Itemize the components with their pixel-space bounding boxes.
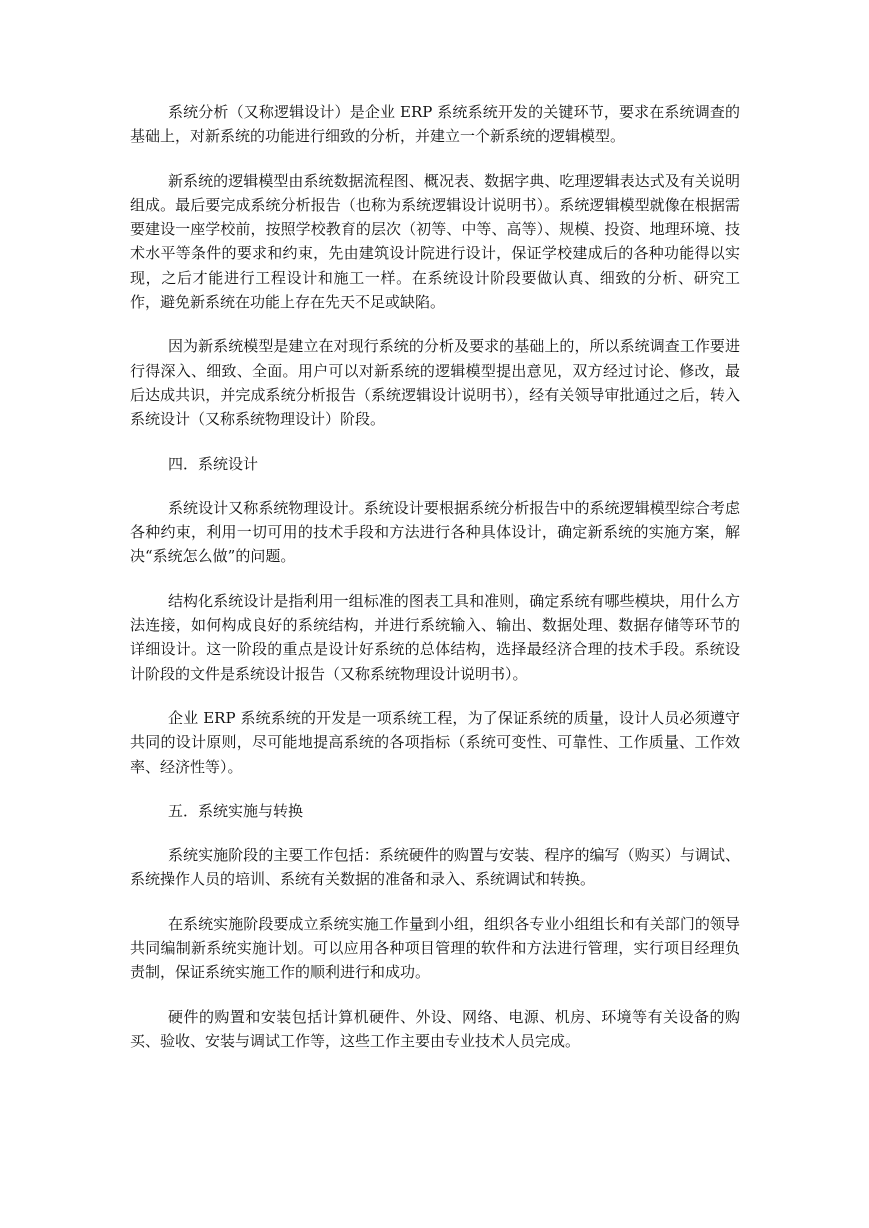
paragraph-implementation-tasks: 系统实施阶段的主要工作包括：系统硬件的购置与安装、程序的编写（购买）与调试、系统操作人员的培训、系统有关数据的准备和录入、系统调试和转换。 bbox=[130, 846, 740, 889]
paragraph-implementation-team: 在系统实施阶段要成立系统实施工作量到小组，组织各专业小组组长和有关部门的领导共同编制新系统实施计划。可以应用各种项目管理的软件和方法进行管理，实行项目经理负责制，保证系统实施工作的顺利进行和成功。 bbox=[130, 914, 740, 982]
paragraph-logical-model: 新系统的逻辑模型由系统数据流程图、概况表、数据字典、吃理逻辑表达式及有关说明组成。最后要完成系统分析报告（也称为系统逻辑设计说明书）。系统逻辑模型就像在根据需要建设一座学校前，按照学校教育的层次（初等、中等、高等）、规模、投资、地理环境、技术水平等条件的要求和约束，先由建筑设计院进行设计，保证学校建成后的各种功能得以实现，之后才能进行工程设计和施工一样。在系统设计阶段要做认真、细致的分析、研究工作，避免新系统在功能上存在先天不足或缺陷。 bbox=[130, 171, 740, 312]
paragraph-design-principles: 企业 ERP 系统系统的开发是一项系统工程，为了保证系统的质量，设计人员必须遵守共同的设计原则，尽可能地提高系统的各项指标（系统可变性、可靠性、工作质量、工作效率、经济性等）。 bbox=[130, 708, 740, 776]
document-page bbox=[130, 100, 740, 1073]
paragraph-new-system-model: 因为新系统模型是建立在对现行系统的分析及要求的基础上的，所以系统调查工作要进行得深入、细致、全面。用户可以对新系统的逻辑模型提出意见，双方经过讨论、修改，最后达成共识，并完成系统分析报告（系统逻辑设计说明书），经有关领导审批通过之后，转入系统设计（又称系统物理设计）阶段。 bbox=[130, 337, 740, 429]
paragraph-hardware-purchase: 硬件的购置和安装包括计算机硬件、外设、网络、电源、机房、环境等有关设备的购买、验收、安装与调试工作等，这些工作主要由专业技术人员完成。 bbox=[130, 1007, 740, 1050]
paragraph-system-design-definition: 系统设计又称系统物理设计。系统设计要根据系统分析报告中的系统逻辑模型综合考虑各种约束，利用一切可用的技术手段和方法进行各种具体设计，确定新系统的实施方案，解决“系统怎么做”的问题。 bbox=[130, 498, 740, 566]
section-heading-implementation: 五．系统实施与转换 bbox=[168, 801, 304, 820]
paragraph-structured-design: 结构化系统设计是指利用一组标准的图表工具和准则，确定系统有哪些模块，用什么方法连接，如何构成良好的系统结构，并进行系统输入、输出、数据处理、数据存储等环节的详细设计。这一阶段的重点是设计好系统的总体结构，选择最经济合理的技术手段。系统设计阶段的文件是系统设计报告（又称系统物理设计说明书）。 bbox=[130, 591, 740, 683]
section-heading-system-design: 四．系统设计 bbox=[168, 454, 259, 473]
paragraph-system-analysis-intro: 系统分析（又称逻辑设计）是企业 ERP 系统系统开发的关键环节，要求在系统调查的基础上，对新系统的功能进行细致的分析，并建立一个新系统的逻辑模型。 bbox=[130, 103, 740, 146]
